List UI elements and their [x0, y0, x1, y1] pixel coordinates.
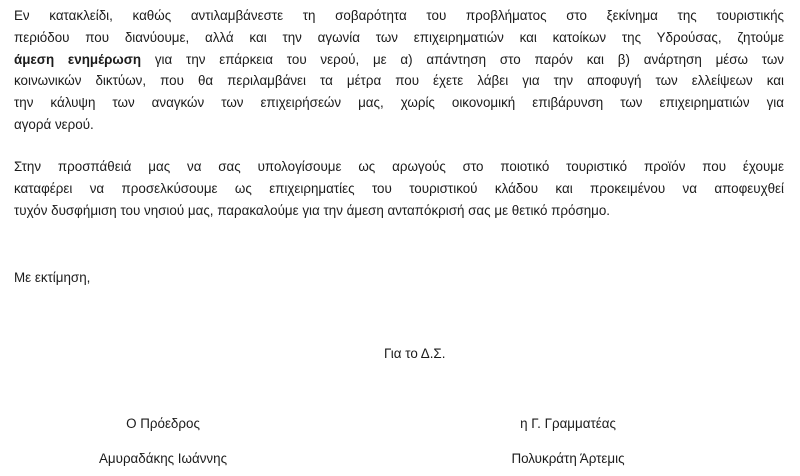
signatory-name: Αμυραδάκης Ιωάννης: [98, 451, 228, 466]
paragraph-line: αγορά νερού.: [14, 116, 94, 132]
paragraph-line: Στην προσπάθειά μας να σας υπολογίσουμε ως αρωγούς στο ποιοτικό τουριστικό προϊόν που έχουμε: [14, 159, 784, 174]
signatory-secretary: [498, 416, 638, 466]
paragraph-request: [14, 156, 784, 221]
paragraph-line: Εν κατακλείδι, καθώς αντιλαμβάνεστε τη σοβαρότητα του προβλήματος στο ξεκίνημα της τουριστικής: [14, 8, 784, 23]
paragraph-line: την κάλυψη των αναγκών των επιχειρήσεών μας, χωρίς οικονομική επιβάρυνση των επιχειρηματιών για: [14, 95, 784, 111]
on-behalf-of-board: Για το Δ.Σ.: [384, 346, 446, 361]
paragraph-line: [14, 49, 784, 71]
paragraph-line: τυχόν δυσφήμιση του νησιού μας, παρακαλούμε για την άμεση ανταπόκρισή σας με θετικό πρόσημο.: [14, 202, 611, 218]
paragraph-line: καταφέρει να προσελκύσουμε ως επιχειρηματίες του τουριστικού κλάδου και προκειμένου να αποφευχθεί: [14, 180, 784, 196]
paragraph-conclusion: [14, 5, 784, 136]
signatory-name: Πολυκράτη Άρτεμις: [511, 451, 625, 466]
signatory-president: [88, 416, 238, 466]
paragraph-line: κοινωνικών δικτύων, που θα περιλαμβάνει τα μέτρα που έχετε λάβει για την αποφυγή των ελλείψεων και: [14, 73, 784, 89]
emphasis-text: άμεση ενημέρωση: [14, 51, 142, 67]
paragraph-line-rest: για την επάρκεια του νερού, με α) απάντηση στο παρόν και β) ανάρτηση μέσω των: [141, 51, 785, 67]
paragraph-line: περιόδου που διανύουμε, αλλά και την αγωνία των επιχειρηματιών και κατοίκων της Υδρούσας, ζητούμε: [14, 29, 784, 45]
signatory-role: η Γ. Γραμματέας: [520, 416, 616, 431]
signatory-role: Ο Πρόεδρος: [126, 416, 200, 431]
closing-salutation: Με εκτίμηση,: [14, 270, 91, 285]
